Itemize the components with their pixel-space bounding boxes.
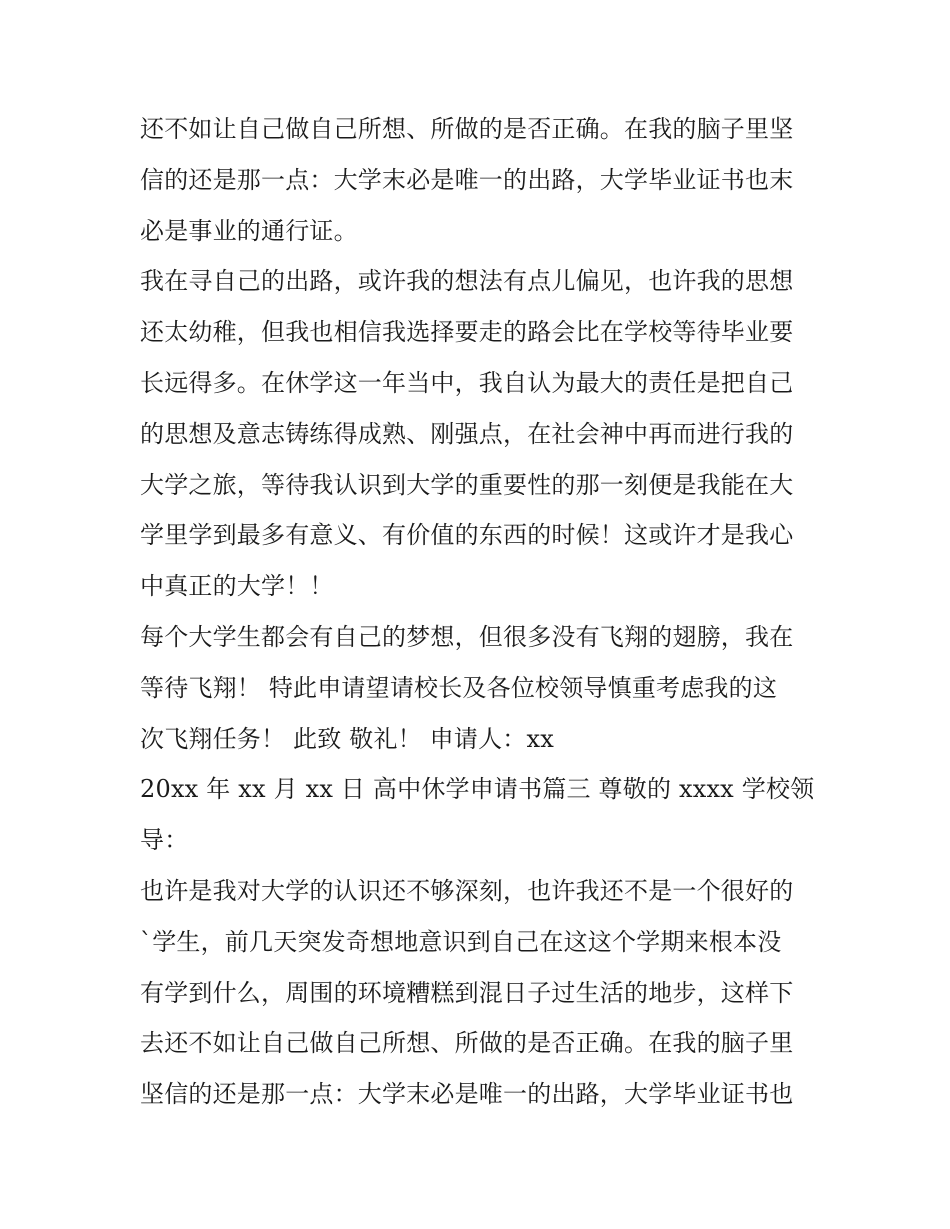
text-line: 信的还是那一点：大学末必是唯一的出路，大学毕业证书也末: [140, 165, 794, 194]
text-line: 坚信的还是那一点：大学末必是唯一的出路，大学毕业证书也: [140, 1080, 794, 1109]
text-line: `学生，前几天突发奇想地意识到自己在这这个学期来根本没: [140, 927, 782, 956]
text-line: 20xx 年 xx 月 xx 日 高中休学申请书篇三 尊敬的 xxxx 学校领: [140, 775, 815, 804]
document-body: [140, 104, 820, 1120]
text-line: 的思想及意志铸练得成熟、刚强点，在社会神中再而进行我的: [140, 419, 794, 448]
text-line: 去还不如让自己做自己所想、所做的是否正确。在我的脑子里: [140, 1029, 794, 1058]
text-line: 有学到什么，周围的环境糟糕到混日子过生活的地步，这样下: [140, 978, 794, 1007]
text-line: 大学之旅，等待我认识到大学的重要性的那一刻便是我能在大: [140, 470, 794, 499]
text-line: 学里学到最多有意义、有价值的东西的时候！这或许才是我心: [140, 521, 794, 550]
text-line: 必是事业的通行证。: [140, 216, 358, 245]
text-line: 每个大学生都会有自己的梦想，但很多没有飞翔的翅膀，我在: [140, 622, 794, 651]
text-line: 我在寻自己的出路，或许我的想法有点儿偏见，也许我的思想: [140, 267, 794, 296]
text-line: 还不如让自己做自己所想、所做的是否正确。在我的脑子里坚: [140, 115, 794, 143]
text-line: 导：: [140, 826, 189, 855]
text-line: 中真正的大学！！: [140, 572, 334, 601]
text-line: 长远得多。在休学这一年当中，我自认为最大的责任是把自己: [140, 368, 794, 397]
text-line: 还太幼稚，但我也相信我选择要走的路会比在学校等待毕业要: [140, 318, 794, 347]
text-line: 也许是我对大学的认识还不够深刻，也许我还不是一个很好的: [140, 876, 794, 905]
text-line: 等待飞翔！ 特此申请望请校长及各位校领导慎重考虑我的这: [140, 673, 778, 702]
text-line: 次飞翔任务！ 此致 敬礼！ 申请人：xx: [140, 724, 554, 753]
